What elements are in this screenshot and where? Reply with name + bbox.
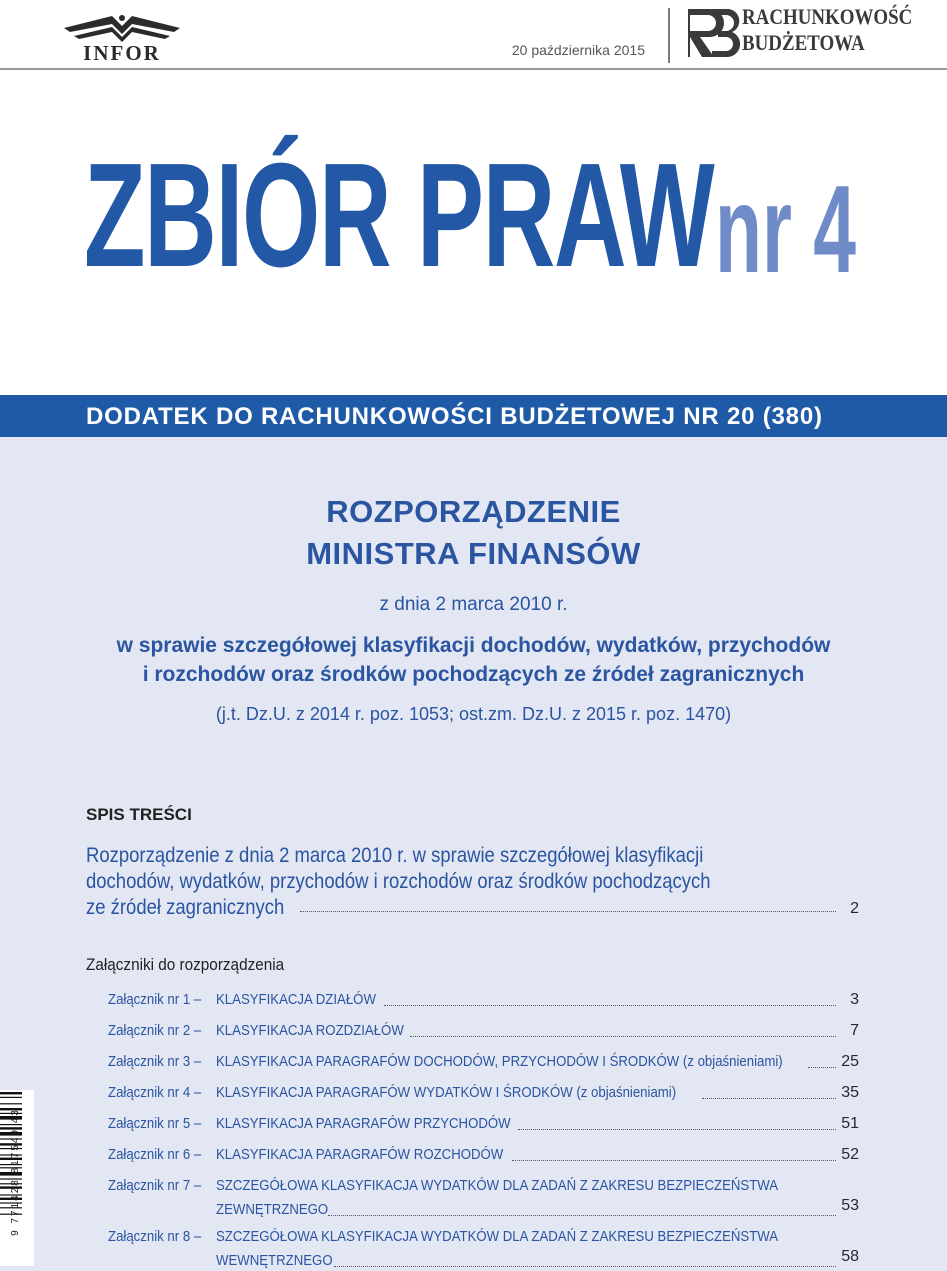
annex-title: SZCZEGÓŁOWA KLASYFIKACJA WYDATKÓW DLA ZADAŃ Z ZAKRESU BEZPIECZEŃSTWA — [216, 1177, 779, 1194]
annex-page: 35 — [841, 1084, 859, 1101]
annex-label: Załącznik nr 6 – — [108, 1146, 202, 1163]
annex-label: Załącznik nr 5 – — [108, 1115, 202, 1132]
annex-leader — [328, 1215, 836, 1216]
header-rule — [0, 68, 947, 70]
annex-leader — [518, 1129, 836, 1130]
annex-leader — [410, 1036, 836, 1037]
annex-label: Załącznik nr 8 – — [108, 1228, 202, 1245]
annex-title: KLASYFIKACJA PARAGRAFÓW DOCHODÓW, PRZYCHODÓW I ŚRODKÓW (z objaśnieniami) — [216, 1053, 783, 1070]
regulation-title-line1: ROZPORZĄDZENIE — [326, 494, 621, 529]
regulation-subject-line2: i rozchodów oraz środków pochodzących ze źródeł zagranicznych — [142, 663, 805, 686]
annex-leader — [512, 1160, 836, 1161]
annex-title: KLASYFIKACJA PARAGRAFÓW PRZYCHODÓW — [216, 1115, 511, 1132]
annex-page: 7 — [850, 1022, 859, 1039]
toc-annex-row[interactable] — [108, 1084, 859, 1108]
annex-title: KLASYFIKACJA ROZDZIAŁÓW — [216, 1022, 404, 1039]
toc-heading: SPIS TREŚCI — [86, 805, 192, 824]
annex-title-continuation: WEWNĘTRZNEGO — [216, 1252, 333, 1269]
toc-main-entry-page: 2 — [850, 900, 859, 917]
issue-date: 20 października 2015 — [511, 42, 645, 58]
toc-annex-row[interactable] — [108, 1228, 859, 1271]
annex-heading: Załączniki do rozporządzenia — [86, 955, 285, 974]
supplement-band-text: DODATEK DO RACHUNKOWOŚCI BUDŻETOWEJ NR 20 (380) — [86, 403, 823, 430]
annex-page: 25 — [841, 1053, 859, 1070]
toc-main-entry-line2[interactable]: dochodów, wydatków, przychodów i rozchodów oraz środków pochodzących — [86, 870, 711, 893]
annex-page: 52 — [841, 1146, 859, 1163]
toc-main-entry-leader — [300, 911, 836, 912]
annex-page: 51 — [841, 1115, 859, 1132]
annex-page: 58 — [841, 1248, 859, 1265]
magazine-name-line2: BUDŻETOWA — [742, 30, 865, 55]
regulation-date: z dnia 2 marca 2010 r. — [379, 594, 568, 615]
annex-label: Załącznik nr 7 – — [108, 1177, 202, 1194]
rachunkowosc-budzetowa-logo-icon — [684, 5, 742, 61]
annex-page: 3 — [850, 991, 859, 1008]
magazine-name-line1: RACHUNKOWOŚĆ — [742, 4, 913, 29]
annex-leader — [334, 1266, 836, 1267]
annex-label: Załącznik nr 2 – — [108, 1022, 202, 1039]
toc-annex-row[interactable] — [108, 1053, 859, 1077]
main-title: ZBIÓR PRAW — [84, 133, 714, 298]
header-divider — [668, 8, 670, 63]
annex-leader — [384, 1005, 836, 1006]
toc-annex-row[interactable] — [108, 1177, 859, 1225]
annex-leader — [702, 1098, 836, 1099]
toc-annex-row[interactable] — [108, 1022, 859, 1046]
regulation-reference: (j.t. Dz.U. z 2014 r. poz. 1053; ost.zm. Dz.U. z 2015 r. poz. 1470) — [215, 704, 732, 724]
toc-annex-row[interactable] — [108, 1115, 859, 1139]
regulation-title-line2: MINISTRA FINANSÓW — [306, 536, 641, 571]
infor-logo-text: INFOR — [83, 41, 161, 65]
annex-label: Załącznik nr 1 – — [108, 991, 202, 1008]
annex-title: KLASYFIKACJA PARAGRAFÓW WYDATKÓW I ŚRODKÓW (z objaśnieniami) — [216, 1084, 677, 1101]
issue-number: nr 4 — [715, 161, 857, 299]
annex-title: SZCZEGÓŁOWA KLASYFIKACJA WYDATKÓW DLA ZADAŃ Z ZAKRESU BEZPIECZEŃSTWA — [216, 1228, 779, 1245]
annex-page: 53 — [841, 1197, 859, 1214]
annex-label: Załącznik nr 4 – — [108, 1084, 202, 1101]
barcode-digits: 9 771428 817549 43 — [10, 1108, 21, 1236]
toc-main-entry-line3[interactable]: ze źródeł zagranicznych — [86, 896, 285, 919]
annex-title: KLASYFIKACJA DZIAŁÓW — [216, 991, 376, 1008]
toc-main-entry-line1[interactable]: Rozporządzenie z dnia 2 marca 2010 r. w sprawie szczegółowej klasyfikacji — [86, 844, 704, 867]
toc-annex-row[interactable] — [108, 1146, 859, 1170]
toc-annex-row[interactable] — [108, 991, 859, 1015]
annex-title-continuation: ZEWNĘTRZNEGO — [216, 1201, 329, 1218]
annex-title: KLASYFIKACJA PARAGRAFÓW ROZCHODÓW — [216, 1146, 504, 1163]
annex-label: Załącznik nr 3 – — [108, 1053, 202, 1070]
regulation-subject-line1: w sprawie szczegółowej klasyfikacji dochodów, wydatków, przychodów — [116, 634, 831, 657]
